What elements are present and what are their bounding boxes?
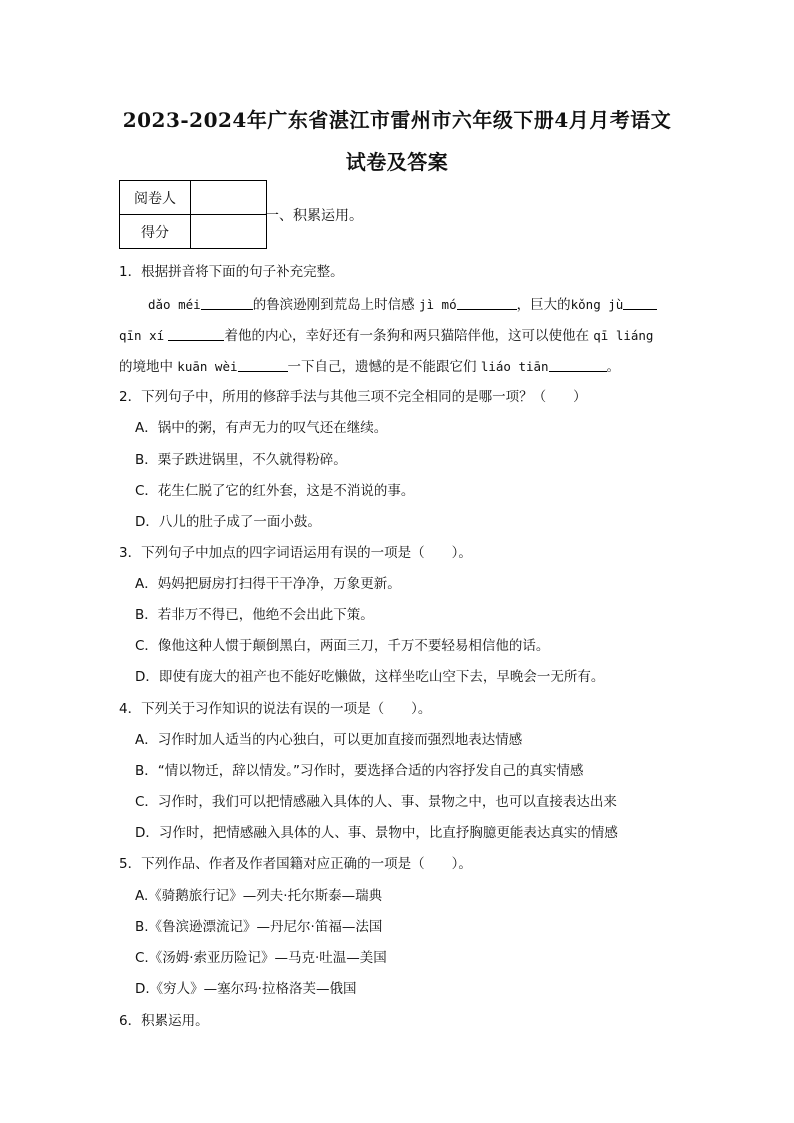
question-4-option-c: C．习作时，我们可以把情感融入具体的人、事、景物之中，也可以直接表达出来 <box>135 794 617 810</box>
question-1-line3 <box>119 355 620 375</box>
question-4-option-d: D．习作时，把情感融入具体的人、事、景物中，比直抒胸臆更能表达真实的情感 <box>135 825 618 841</box>
answer-blank <box>457 296 517 310</box>
pinyin-jimo: jì mó <box>418 297 457 312</box>
question-5-option-a: A.《骑鹅旅行记》—列夫·托尔斯泰—瑞典 <box>135 888 383 904</box>
question-3-stem: 3．下列句子中加点的四字词语运用有误的一项是（ ）。 <box>119 545 472 561</box>
question-4-option-a: A．习作时加人适当的内心独白，可以更加直接而强烈地表达情感 <box>135 732 523 748</box>
question-3-option-d: D．即使有庞大的祖产也不能好吃懒做，这样坐吃山空下去，早晚会一无所有。 <box>135 669 605 685</box>
question-4-option-b: B．“情以物迁，辞以情发。”习作时，要选择合适的内容抒发自己的真实情感 <box>135 763 584 779</box>
question-1-line2 <box>119 324 653 344</box>
question-2-option-d: D．八儿的肚子成了一面小鼓。 <box>135 514 321 530</box>
score-label: 得分 <box>120 215 191 249</box>
answer-blank <box>549 358 607 372</box>
question-4-stem: 4．下列关于习作知识的说法有误的一项是（ ）。 <box>119 701 432 717</box>
pinyin-kongju: kǒng jù <box>570 297 624 312</box>
question-6-stem: 6．积累运用。 <box>119 1013 209 1029</box>
sentence-text: 一下自己，遗憾的是不能跟它们 <box>287 359 477 375</box>
answer-blank <box>623 296 657 310</box>
sentence-text: ，巨大的 <box>516 297 571 313</box>
sentence-text: 着他的内心，幸好还有一条狗和两只猫陪伴他，这可以使他在 <box>224 328 589 344</box>
reviewer-cell <box>191 181 267 215</box>
pinyin-qinxi: qīn xí <box>119 328 165 343</box>
score-table <box>119 180 267 249</box>
score-cell <box>191 215 267 249</box>
answer-blank <box>238 358 288 372</box>
question-2-option-a: A．锅中的粥，有声无力的叹气还在继续。 <box>135 420 388 436</box>
answer-blank <box>201 296 253 310</box>
question-2-option-b: B．栗子跌进锅里，不久就得粉碎。 <box>135 452 347 468</box>
pinyin-qiliang: qī liáng <box>593 328 654 343</box>
question-1-stem: 1．根据拼音将下面的句子补充完整。 <box>119 264 344 280</box>
pinyin-daomei: dǎo méi <box>148 297 201 312</box>
question-1-line1 <box>148 293 657 313</box>
reviewer-label: 阅卷人 <box>120 181 191 215</box>
question-5-option-c: C.《汤姆·索亚历险记》—马克·吐温—美国 <box>135 950 387 966</box>
sentence-text: 。 <box>606 359 621 375</box>
question-3-option-a: A．妈妈把厨房打扫得干干净净，万象更新。 <box>135 576 401 592</box>
pinyin-kuanwei: kuān wèi <box>177 359 238 374</box>
question-5-stem: 5．下列作品、作者及作者国籍对应正确的一项是（ ）。 <box>119 856 472 872</box>
sentence-text: 的境地中 <box>119 359 173 375</box>
question-5-option-d: D.《穷人》—塞尔玛·拉格洛芙—俄国 <box>135 981 357 997</box>
question-2-option-c: C．花生仁脱了它的红外套，这是不消说的事。 <box>135 483 415 499</box>
question-3-option-c: C．像他这种人惯于颠倒黑白，两面三刀，千万不要轻易相信他的话。 <box>135 638 550 654</box>
question-2-stem: 2．下列句子中，所用的修辞手法与其他三项不完全相同的是哪一项？（ ） <box>119 389 587 405</box>
question-5-option-b: B.《鲁滨逊漂流记》—丹尼尔·笛福—法国 <box>135 919 383 935</box>
pinyin-liaotian: liáo tiān <box>480 359 549 374</box>
sentence-text: 的鲁滨逊刚到荒岛上时信感 <box>252 297 415 313</box>
section-heading: 一、积累运用。 <box>265 208 363 224</box>
paper-title-line2: 试卷及答案 <box>345 150 449 174</box>
question-3-option-b: B．若非万不得已，他绝不会出此下策。 <box>135 607 374 623</box>
paper-title-line1: 2023-2024年广东省湛江市雷州市六年级下册4月月考语文 <box>122 108 672 132</box>
answer-blank <box>168 327 224 341</box>
